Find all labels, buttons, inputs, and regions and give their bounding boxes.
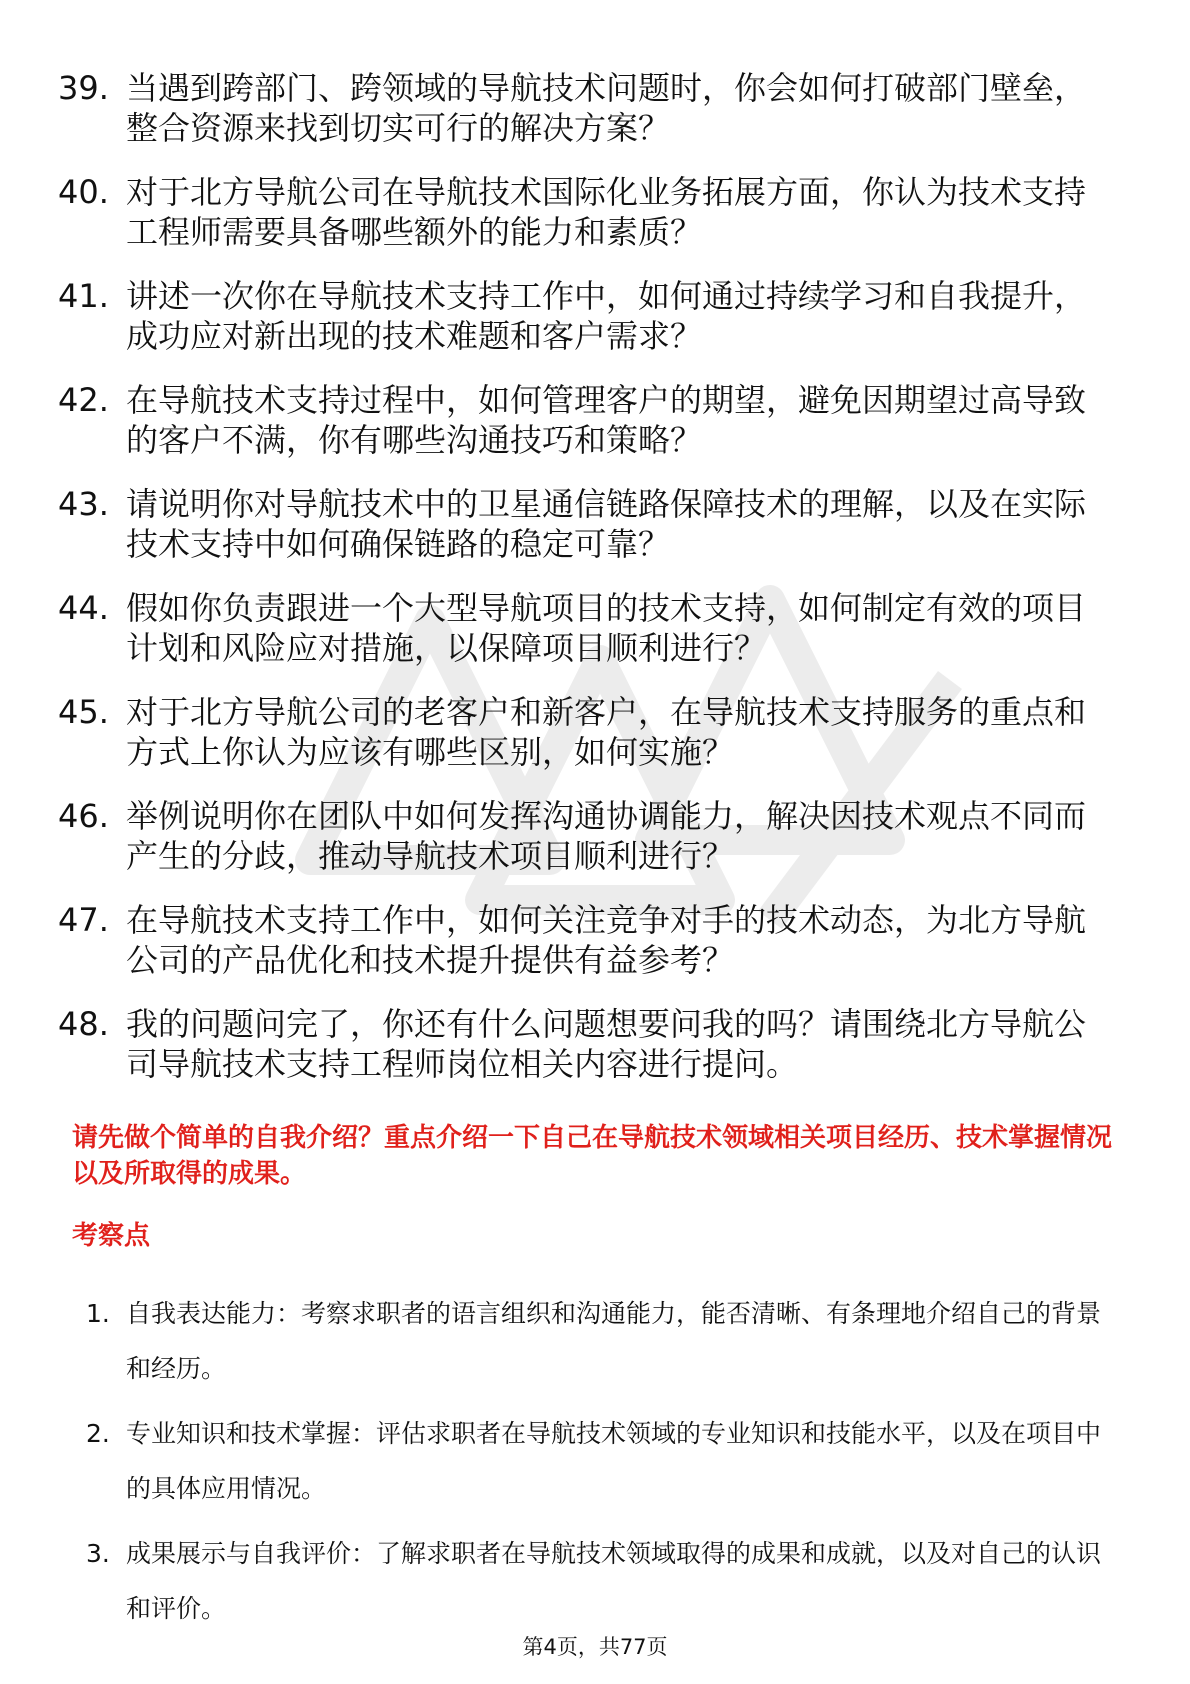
question-item bbox=[0, 588, 1190, 668]
exam-point-text: 自我表达能力：考察求职者的语言组织和沟通能力，能否清晰、有条理地介绍自己的背景和经历。 bbox=[126, 1299, 1102, 1383]
question-item bbox=[0, 276, 1190, 356]
question-text: 对于北方导航公司的老客户和新客户，在导航技术支持服务的重点和方式上你认为应该有哪些区别，如何实施？ bbox=[126, 693, 1087, 771]
exam-point-text: 成果展示与自我评价：了解求职者在导航技术领域取得的成果和成就，以及对自己的认识和评价。 bbox=[126, 1539, 1102, 1623]
question-text: 我的问题问完了，你还有什么问题想要问我的吗？请围绕北方导航公司导航技术支持工程师岗位相关内容进行提问。 bbox=[126, 1005, 1087, 1083]
question-text: 对于北方导航公司在导航技术国际化业务拓展方面，你认为技术支持工程师需要具备哪些额外的能力和素质？ bbox=[126, 173, 1087, 251]
exam-point-number: 1. bbox=[86, 1299, 110, 1328]
question-number: 41. bbox=[58, 277, 109, 315]
question-number: 47. bbox=[58, 901, 109, 939]
exam-points-list bbox=[0, 1286, 1190, 1646]
question-item bbox=[0, 796, 1190, 876]
question-text: 在导航技术支持过程中，如何管理客户的期望，避免因期望过高导致的客户不满，你有哪些沟通技巧和策略？ bbox=[126, 381, 1087, 459]
highlight-question: 请先做个简单的自我介绍？重点介绍一下自己在导航技术领域相关项目经历、技术掌握情况以及所取得的成果。 bbox=[72, 1123, 1113, 1189]
question-item bbox=[0, 900, 1190, 980]
question-item bbox=[0, 484, 1190, 564]
question-number: 42. bbox=[58, 381, 109, 419]
exam-point-item bbox=[0, 1286, 1190, 1396]
question-number: 39. bbox=[58, 69, 109, 107]
question-item bbox=[0, 692, 1190, 772]
question-text: 在导航技术支持工作中，如何关注竞争对手的技术动态，为北方导航公司的产品优化和技术提升提供有益参考？ bbox=[126, 901, 1087, 979]
question-text: 假如你负责跟进一个大型导航项目的技术支持，如何制定有效的项目计划和风险应对措施，以保障项目顺利进行？ bbox=[126, 589, 1087, 667]
question-number: 48. bbox=[58, 1005, 109, 1043]
exam-point-text: 专业知识和技术掌握：评估求职者在导航技术领域的专业知识和技能水平，以及在项目中的具体应用情况。 bbox=[126, 1419, 1102, 1503]
question-list bbox=[0, 68, 1190, 1108]
question-number: 40. bbox=[58, 173, 109, 211]
question-item bbox=[0, 68, 1190, 148]
question-text: 举例说明你在团队中如何发挥沟通协调能力，解决因技术观点不同而产生的分歧，推动导航技术项目顺利进行？ bbox=[126, 797, 1087, 875]
question-number: 45. bbox=[58, 693, 109, 731]
question-item bbox=[0, 1004, 1190, 1084]
question-item bbox=[0, 172, 1190, 252]
question-text: 讲述一次你在导航技术支持工作中，如何通过持续学习和自我提升，成功应对新出现的技术难题和客户需求？ bbox=[126, 277, 1087, 355]
page-footer: 第4页，共77页 bbox=[522, 1635, 668, 1659]
question-number: 44. bbox=[58, 589, 109, 627]
exam-point-number: 2. bbox=[86, 1419, 110, 1448]
question-text: 请说明你对导航技术中的卫星通信链路保障技术的理解，以及在实际技术支持中如何确保链路的稳定可靠？ bbox=[126, 485, 1087, 563]
exam-points-heading: 考察点 bbox=[72, 1221, 151, 1251]
exam-point-item bbox=[0, 1406, 1190, 1516]
question-number: 46. bbox=[58, 797, 109, 835]
question-item bbox=[0, 380, 1190, 460]
question-text: 当遇到跨部门、跨领域的导航技术问题时，你会如何打破部门壁垒，整合资源来找到切实可行的解决方案？ bbox=[126, 69, 1087, 147]
exam-point-item bbox=[0, 1526, 1190, 1636]
question-number: 43. bbox=[58, 485, 109, 523]
exam-point-number: 3. bbox=[86, 1539, 110, 1568]
